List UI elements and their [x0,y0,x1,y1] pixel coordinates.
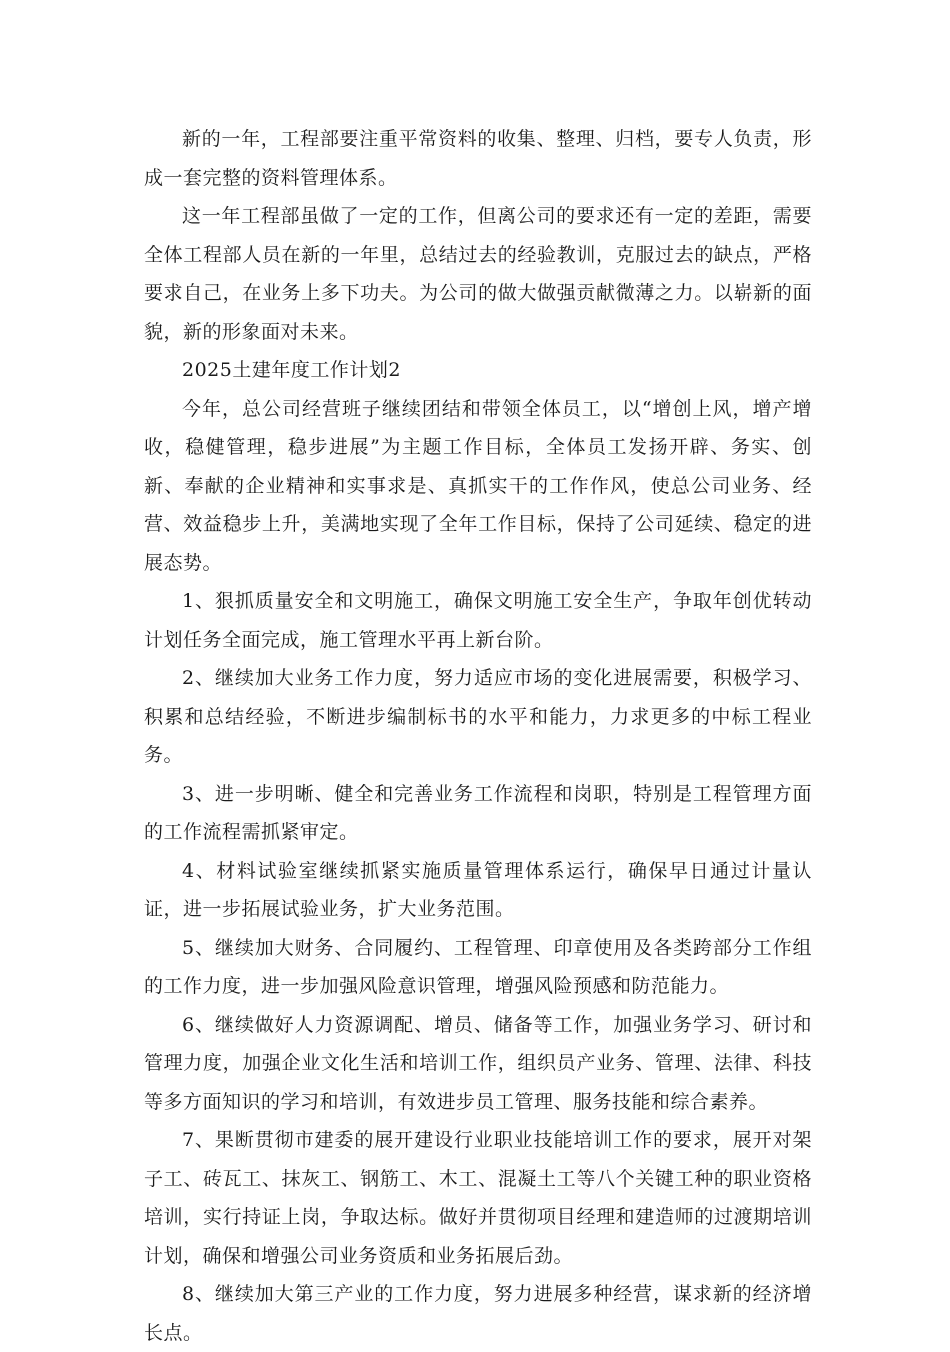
plan-item-4: 4、材料试验室继续抓紧实施质量管理体系运行，确保早日通过计量认证，进一步拓展试验业务，扩大业务范围。 [144,859,812,920]
paragraph-intro: 今年，总公司经营班子继续团结和带领全体员工，以“增创上风，增产增收，稳健管理，稳步进展”为主题工作目标，全体员工发扬开辟、务实、创新、奉献的企业精神和实事求是、真抓实干的工作作风，使总公司业务、经营、效益稳步上升，美满地实现了全年工作目标，保持了公司延续、稳定的进展态势。 [144,397,812,574]
document-body [144,120,812,1352]
section-title: 2025土建年度工作计划2 [182,359,401,381]
plan-item-5: 5、继续加大财务、合同履约、工程管理、印章使用及各类跨部分工作组的工作力度，进一步加强风险意识管理，增强风险预感和防范能力。 [144,936,812,997]
paragraph-archive: 新的一年，工程部要注重平常资料的收集、整理、归档，要专人负责，形成一套完整的资料管理体系。 [144,128,812,189]
plan-item-7: 7、果断贯彻市建委的展开建设行业职业技能培训工作的要求，展开对架子工、砖瓦工、抹灰工、钢筋工、木工、混凝土工等八个关键工种的职业资格培训，实行持证上岗，争取达标。做好并贯彻项目经理和建造师的过渡期培训计划，确保和增强公司业务资质和业务拓展后劲。 [144,1129,812,1267]
plan-item-8: 8、继续加大第三产业的工作力度，努力进展多种经营，谋求新的经济增长点。 [144,1283,812,1344]
paragraph-summary: 这一年工程部虽做了一定的工作，但离公司的要求还有一定的差距，需要全体工程部人员在新的一年里，总结过去的经验教训，克服过去的缺点，严格要求自己，在业务上多下功夫。为公司的做大做强贡献微薄之力。以崭新的面貌，新的形象面对未来。 [144,205,812,343]
plan-item-6: 6、继续做好人力资源调配、增员、储备等工作，加强业务学习、研讨和管理力度，加强企业文化生活和培训工作，组织员产业务、管理、法律、科技等多方面知识的学习和培训，有效进步员工管理、服务技能和综合素养。 [144,1013,812,1113]
plan-item-1: 1、狠抓质量安全和文明施工，确保文明施工安全生产，争取年创优转动计划任务全面完成，施工管理水平再上新台阶。 [144,590,812,651]
plan-item-2: 2、继续加大业务工作力度，努力适应市场的变化进展需要，积极学习、积累和总结经验，不断进步编制标书的水平和能力，力求更多的中标工程业务。 [144,667,812,766]
plan-item-3: 3、进一步明晰、健全和完善业务工作流程和岗职，特别是工程管理方面的工作流程需抓紧审定。 [144,782,812,843]
